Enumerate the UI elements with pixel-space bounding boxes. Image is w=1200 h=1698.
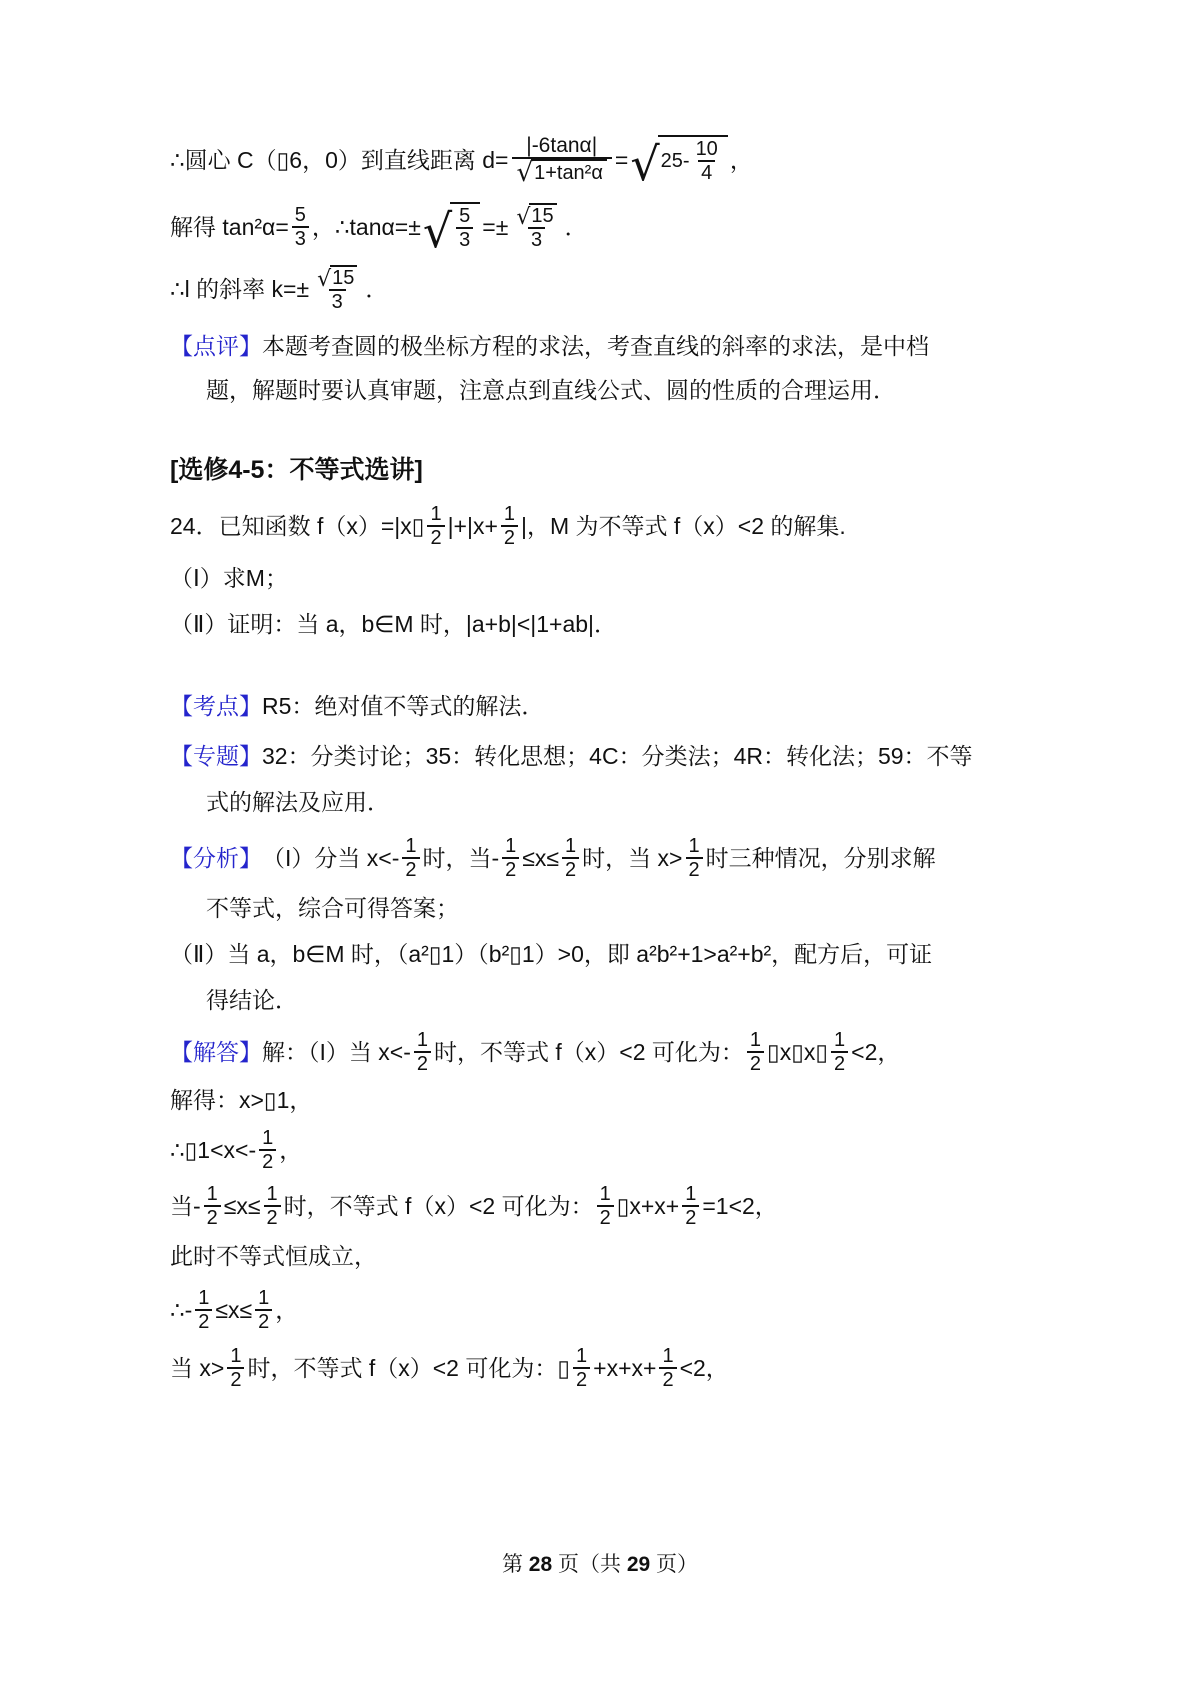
text-run: ，: [275, 1297, 299, 1323]
fraction-one-half: [264, 1183, 281, 1229]
answer-conclusion2-line: [170, 1287, 1050, 1333]
radicand: [450, 202, 480, 251]
text-run: （Ⅱ）当 a，b∈M 时，（a²▯1）（b²▯1）>0，即 a²b²+1>a²+b²，配方后，可证: [170, 941, 933, 967]
denominator: 2: [573, 1367, 590, 1391]
fraction: [292, 204, 309, 250]
knowledge-point-line: [170, 691, 1050, 721]
numerator: 10: [695, 138, 718, 160]
text-run: 得结论．: [206, 987, 298, 1013]
denominator: 2: [502, 857, 519, 881]
denominator: 3: [456, 227, 473, 251]
radicand: [330, 265, 357, 289]
footer-text: 页（共: [552, 1553, 627, 1576]
sqrt-expression: [422, 202, 480, 258]
answer-tag: 【解答】: [170, 1039, 262, 1065]
fraction: [693, 138, 721, 184]
analysis-part2-line-1: [170, 939, 1050, 969]
text-run: ．: [365, 276, 389, 302]
fraction-one-half: [831, 1029, 848, 1075]
numerator: |-6tanα|: [526, 134, 598, 157]
denominator: 2: [427, 525, 444, 549]
radicand: [658, 135, 728, 184]
text-run: |+|x+: [447, 513, 498, 539]
denominator: [512, 157, 612, 188]
denominator: 2: [831, 1051, 848, 1075]
numerator: 1: [749, 1029, 762, 1051]
text-run: 时，不等式 f（x）<2 可化为：: [434, 1039, 744, 1065]
text-run: 式的解法及应用．: [206, 789, 390, 815]
sqrt-expression: [630, 135, 727, 191]
denominator: 2: [259, 1149, 276, 1173]
text-run: 时，不等式 f（x）<2 可化为：▯: [247, 1355, 571, 1381]
text-run: ≤x≤: [223, 1193, 261, 1219]
text-run: ∴圆心 C（▯6，0）到直线距离 d=: [170, 146, 509, 173]
numerator: 1: [688, 835, 700, 857]
numerator: 5: [294, 203, 306, 226]
fraction-one-half: [682, 1183, 699, 1229]
text-run: （Ⅰ）求M；: [170, 565, 288, 591]
radical-icon: √: [630, 137, 660, 191]
text-run: ，: [279, 1137, 303, 1163]
fraction-one-half: [597, 1183, 614, 1229]
answer-conclusion1-line: [170, 1127, 1050, 1173]
denominator: 2: [747, 1051, 764, 1075]
text-run: 1+tan²α: [534, 162, 603, 184]
text-run: R5：绝对值不等式的解法．: [262, 693, 545, 719]
analysis-line-2: [170, 893, 1050, 923]
answer-case3-line: [170, 1345, 1050, 1391]
text-run: 不等式，综合可得答案；: [206, 895, 459, 921]
answer-solve1-line: [170, 1085, 1050, 1115]
numerator: [511, 203, 561, 230]
numerator: 1: [576, 1345, 588, 1367]
text-run: 时，不等式 f（x）<2 可化为：: [283, 1193, 594, 1219]
text-run: 题，解题时要认真审题，注意点到直线公式、圆的性质的合理运用．: [206, 377, 896, 403]
denominator: 3: [528, 227, 545, 251]
text-run: 当-: [170, 1193, 201, 1219]
text-run: ，: [729, 146, 753, 173]
fraction: [456, 205, 473, 251]
topic-line-1: [170, 741, 1050, 771]
denominator: 2: [682, 1205, 699, 1229]
question-24-part2: [170, 609, 1050, 639]
text-run: 此时不等式恒成立，: [170, 1243, 377, 1269]
numerator: 1: [834, 1029, 846, 1051]
topic-line-2: [170, 787, 1050, 817]
denominator: 2: [597, 1205, 614, 1229]
denominator: 2: [264, 1205, 281, 1229]
text-run: 时三种情况，分别求解: [705, 845, 936, 871]
text-run: ▯x+x+: [616, 1193, 680, 1219]
total-page-number: 29: [626, 1553, 651, 1576]
sqrt15-over-3-fraction: [312, 265, 362, 313]
text-run: ，∴tanα=±: [311, 213, 421, 240]
fraction-one-half: [502, 835, 519, 881]
question-24-stem: [170, 503, 1050, 549]
answer-case2-line: [170, 1183, 1050, 1229]
denominator: 2: [659, 1367, 676, 1391]
numerator: 1: [503, 503, 515, 525]
denominator: 2: [402, 857, 419, 881]
fraction-one-half: [747, 1029, 764, 1075]
text-run: 解得 tan²α=: [170, 213, 289, 240]
numerator: 1: [685, 1183, 697, 1205]
numerator: 1: [230, 1345, 242, 1367]
comment-line-1: [170, 331, 1050, 361]
denominator: 2: [227, 1367, 244, 1391]
numerator: 1: [198, 1287, 210, 1309]
fraction-one-half: [414, 1029, 431, 1075]
numerator: 1: [266, 1183, 278, 1205]
denominator: 3: [329, 289, 346, 313]
text-run: ≤x≤: [522, 845, 560, 871]
comment-line-2: [170, 375, 1050, 405]
denominator: 2: [204, 1205, 221, 1229]
knowledge-point-tag: 【考点】: [170, 693, 262, 719]
fraction-one-half: [659, 1345, 676, 1391]
text-run: <2，: [679, 1355, 729, 1381]
text-run: 15: [531, 204, 554, 227]
text-run: （I）分当 x<-: [262, 845, 400, 871]
page-footer: [0, 1548, 1200, 1578]
tan-solution-line: [170, 202, 1050, 258]
text-run: 当 x>: [170, 1355, 225, 1381]
slope-line: [170, 265, 1050, 313]
answer-case1-line: [170, 1029, 1050, 1075]
denominator: 2: [686, 857, 703, 881]
fraction-one-half: [686, 835, 703, 881]
numerator: 1: [599, 1183, 611, 1205]
sqrt-expression: [516, 203, 556, 230]
denominator: 2: [501, 525, 518, 549]
numerator: 5: [459, 205, 471, 227]
numerator: 1: [416, 1029, 428, 1051]
text-run: （Ⅱ）证明：当 a，b∈M 时，|a+b|<|1+ab|．: [170, 611, 618, 637]
fraction-one-half: [255, 1287, 272, 1333]
text-run: 解得：x>▯1，: [170, 1087, 313, 1113]
text-run: 32：分类讨论；35：转化思想；4C：分类法；4R：转化法；59：不等: [262, 743, 973, 769]
numerator: 1: [662, 1345, 674, 1367]
footer-text: 页）: [650, 1553, 699, 1576]
fraction-one-half: [204, 1183, 221, 1229]
radical-icon: √: [516, 158, 534, 188]
section-header: [170, 455, 1050, 485]
radical-icon: √: [422, 204, 453, 258]
denominator: 2: [414, 1051, 431, 1075]
text-run: 24．已知函数 f（x）=|x▯: [170, 513, 425, 539]
comment-tag: 【点评】: [170, 333, 262, 359]
current-page-number: 28: [528, 1553, 553, 1576]
fraction-one-half: [501, 503, 518, 549]
radical-icon: √: [516, 204, 531, 230]
denominator: 2: [195, 1309, 212, 1333]
text-run: =1<2，: [702, 1193, 778, 1219]
fraction-one-half: [195, 1287, 212, 1333]
numerator: 1: [565, 835, 577, 857]
text-run: +x+x+: [593, 1355, 657, 1381]
text-run: 时，当 x>: [582, 845, 683, 871]
radicand: [529, 203, 556, 227]
numerator: 1: [262, 1127, 274, 1149]
text-run: |，M 为不等式 f（x）<2 的解集.: [521, 513, 846, 539]
answer-always-holds-line: [170, 1241, 1050, 1271]
sqrt15-over-3-fraction: [511, 203, 561, 251]
analysis-line-1: [170, 835, 1050, 881]
distance-fraction: [512, 134, 612, 188]
text-run: ．: [564, 213, 588, 240]
numerator: [312, 265, 362, 292]
text-run: 解：（I）当 x<-: [262, 1039, 411, 1065]
text-run: =±: [482, 213, 509, 240]
text-run: ∴l 的斜率 k=±: [170, 276, 310, 302]
analysis-part2-line-2: [170, 985, 1050, 1015]
text-run: ∴▯1<x<-: [170, 1137, 257, 1163]
text-run: 时，当-: [422, 845, 500, 871]
numerator: 1: [505, 835, 517, 857]
radical-icon: √: [317, 267, 332, 292]
sqrt-expression: [516, 158, 607, 188]
denominator: 3: [292, 226, 309, 250]
analysis-tag: 【分析】: [170, 845, 262, 871]
denominator: 2: [562, 857, 579, 881]
distance-formula-line: [170, 134, 1050, 191]
text-run: ▯x▯x▯: [767, 1039, 829, 1065]
topic-tag: 【专题】: [170, 743, 262, 769]
fraction-one-half: [259, 1127, 276, 1173]
fraction-one-half: [227, 1345, 244, 1391]
footer-text: 第: [501, 1553, 529, 1576]
question-24-part1: [170, 563, 1050, 593]
text-run: ≤x≤: [215, 1297, 253, 1323]
equals-sign: =: [614, 146, 629, 173]
fraction-one-half: [562, 835, 579, 881]
radicand: [531, 159, 607, 184]
numerator: 1: [258, 1287, 270, 1309]
text-run: 25-: [660, 150, 690, 172]
fraction-one-half: [427, 503, 444, 549]
fraction-one-half: [402, 835, 419, 881]
section-title: [选修4-5：不等式选讲]: [170, 456, 423, 484]
sqrt-expression: [317, 265, 357, 292]
numerator: 1: [430, 503, 442, 525]
denominator: 4: [698, 160, 715, 184]
denominator: 2: [255, 1309, 272, 1333]
fraction-one-half: [573, 1345, 590, 1391]
numerator: 1: [206, 1183, 218, 1205]
text-run: <2，: [851, 1039, 901, 1065]
numerator: 1: [405, 835, 417, 857]
text-run: ∴-: [170, 1297, 193, 1323]
text-run: 15: [332, 267, 355, 289]
text-run: 本题考查圆的极坐标方程的求法，考查直线的斜率的求法，是中档: [262, 333, 929, 359]
